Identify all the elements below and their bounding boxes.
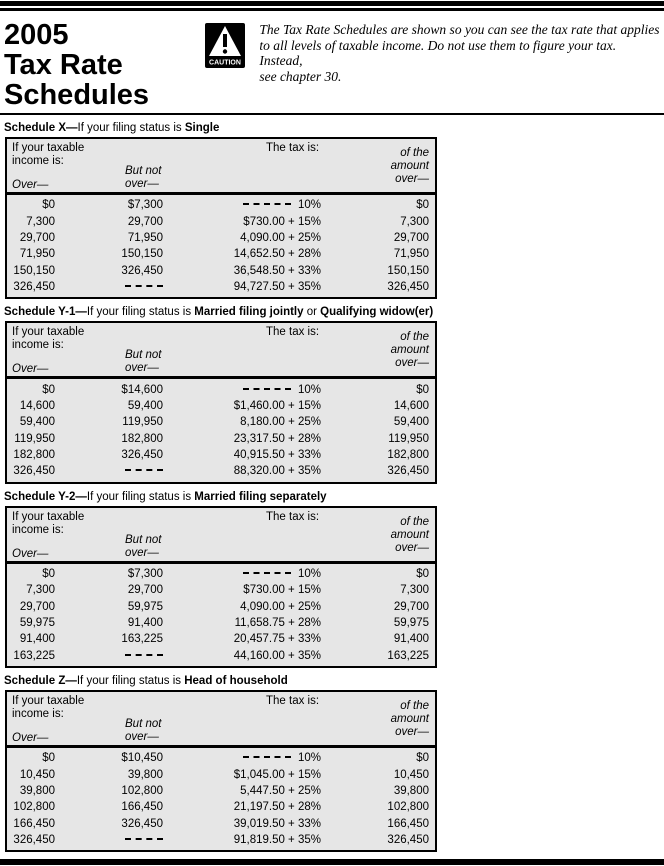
table-row	[7, 598, 435, 614]
dashes	[243, 572, 291, 574]
but-not-over-cell: 326,450	[121, 264, 163, 277]
table-body	[7, 564, 435, 666]
amount-over-cell: 29,700	[393, 600, 429, 613]
table-row	[7, 246, 435, 262]
schedule-title-part: Schedule Y-2—	[4, 490, 87, 503]
amount-over-cell: 102,800	[387, 801, 429, 814]
amount-over-cell: 166,450	[387, 817, 429, 830]
amount-over-cell: $0	[416, 752, 429, 765]
table-header	[7, 139, 435, 195]
but-not-over-cell: 71,950	[127, 231, 163, 244]
schedule-title-part: or	[303, 306, 321, 319]
tax-value: $1,045.00 + 15%	[233, 768, 321, 781]
but-not-over-cell	[55, 465, 163, 477]
tax-value: 94,727.50 + 35%	[233, 281, 321, 294]
tax-cell	[163, 633, 321, 645]
schedule-title-part: Single	[184, 122, 220, 134]
tax-rate-table	[5, 506, 437, 668]
income-column-header: If your taxable income is:	[12, 326, 85, 352]
page-header	[0, 11, 664, 113]
amount-over-cell: 326,450	[387, 465, 429, 478]
schedule-title-part: Head of household	[184, 675, 288, 688]
page-title-line-3: Schedules	[4, 79, 150, 111]
but-not-over-cell: 29,700	[127, 215, 163, 228]
header-divider-rule	[0, 113, 664, 115]
tax-cell	[163, 384, 321, 396]
but-not-over-column-header: But not over—	[125, 718, 162, 744]
over-column-header: Over—	[12, 547, 49, 560]
tax-value: 36,548.50 + 33%	[233, 264, 321, 277]
schedule-title	[4, 675, 664, 687]
tax-cell	[163, 568, 321, 580]
table-row	[7, 566, 435, 582]
tax-value: $730.00 + 15%	[243, 584, 321, 597]
but-not-over-column-header: But not over—	[125, 533, 162, 559]
over-cell: 102,800	[13, 801, 55, 814]
amount-over-cell: $0	[416, 199, 429, 212]
but-not-over-cell: 119,950	[122, 416, 163, 429]
tax-cell	[163, 248, 321, 260]
but-not-over-cell: 29,700	[127, 584, 163, 597]
tax-value: 4,090.00 + 25%	[240, 231, 321, 244]
page-title	[4, 20, 205, 110]
over-column-header: Over—	[12, 179, 49, 191]
amount-over-cell: 10,450	[393, 768, 429, 781]
but-not-over-cell	[55, 834, 163, 846]
tax-value: 40,915.50 + 33%	[233, 449, 321, 462]
tax-cell	[163, 601, 321, 613]
tax-value: $1,460.00 + 15%	[233, 399, 321, 412]
schedule-section	[0, 491, 664, 668]
but-not-over-cell: 326,450	[121, 449, 163, 462]
over-cell: 91,400	[19, 633, 55, 646]
schedule-section	[0, 675, 664, 852]
amount-over-cell: 29,700	[393, 231, 429, 244]
over-cell: $0	[42, 199, 55, 212]
but-not-over-cell: 59,400	[127, 399, 163, 412]
amount-over-cell: 150,150	[387, 264, 429, 277]
but-not-over-cell: 150,150	[121, 248, 163, 261]
over-cell: 326,450	[13, 281, 55, 294]
amount-over-cell: 326,450	[387, 281, 429, 294]
but-not-over-cell: $7,300	[127, 199, 163, 212]
but-not-over-cell: $7,300	[127, 567, 163, 580]
tax-cell	[163, 449, 321, 461]
tax-column-header: The tax is:	[266, 695, 320, 708]
over-cell: $0	[42, 567, 55, 580]
table-row	[7, 816, 435, 832]
tax-cell	[163, 416, 321, 428]
caution-icon	[205, 23, 245, 68]
tax-value: 44,160.00 + 35%	[233, 649, 321, 662]
tax-value: 10%	[297, 383, 321, 396]
over-cell: $0	[42, 752, 55, 765]
tax-value: 8,180.00 + 25%	[240, 416, 321, 429]
table-row	[7, 832, 435, 848]
but-not-over-cell: 163,225	[121, 633, 163, 646]
but-not-over-cell: 182,800	[121, 432, 163, 445]
table-row	[7, 230, 435, 246]
over-column-header: Over—	[12, 732, 49, 745]
but-not-over-cell	[55, 650, 163, 662]
tax-value: 5,447.50 + 25%	[240, 785, 321, 797]
amount-over-cell: 7,300	[400, 584, 429, 597]
tax-cell	[163, 216, 321, 228]
schedule-title-part: Married filing jointly	[194, 306, 304, 319]
tax-value: 10%	[297, 199, 321, 212]
amount-over-cell: $0	[416, 383, 429, 396]
over-cell: $0	[42, 383, 55, 396]
schedule-title-part: If your filing status is	[86, 306, 195, 319]
table-row	[7, 398, 435, 414]
income-column-header: If your taxable income is:	[12, 142, 85, 167]
caution-note-line-3: see chapter 30.	[259, 68, 342, 84]
table-row	[7, 582, 435, 598]
over-cell: 182,800	[13, 449, 55, 462]
tax-cell	[163, 199, 321, 211]
amount-over-cell: 91,400	[393, 633, 429, 646]
schedule-title-part: If your filing status is	[86, 490, 195, 503]
tax-column-header: The tax is:	[266, 326, 320, 339]
tax-cell	[163, 400, 321, 412]
over-cell: 7,300	[26, 215, 55, 228]
schedule-section	[0, 306, 664, 483]
table-row	[7, 431, 435, 447]
amount-over-cell: 14,600	[393, 399, 429, 412]
tax-cell	[163, 818, 321, 830]
but-not-over-cell: 166,450	[121, 801, 163, 814]
tax-cell	[163, 433, 321, 445]
tax-value: 10%	[297, 752, 321, 765]
tax-cell	[163, 281, 321, 293]
table-body	[7, 748, 435, 850]
but-not-over-cell: $14,600	[121, 383, 163, 396]
table-body	[7, 195, 435, 297]
over-cell: 29,700	[19, 231, 55, 244]
income-column-header: If your taxable income is:	[12, 695, 85, 721]
over-cell: 29,700	[19, 600, 55, 613]
tax-value: 20,457.75 + 33%	[233, 633, 321, 646]
dashes	[243, 388, 291, 390]
over-cell: 59,975	[19, 617, 55, 630]
tax-value: 91,819.50 + 35%	[233, 834, 321, 847]
schedule-title-part: Qualifying widow(er)	[320, 306, 434, 319]
caution-note-line-1: The Tax Rate Schedules are shown so you can see the tax rate that applies	[259, 22, 660, 37]
page-title-line-2: Tax Rate	[4, 49, 123, 81]
tax-cell	[163, 465, 321, 477]
amount-over-cell: 119,950	[388, 432, 429, 445]
tax-column-header: The tax is:	[266, 142, 320, 154]
but-not-over-column-header: But not over—	[125, 165, 162, 190]
dashes	[125, 469, 163, 471]
schedule-title-part: If your filing status is	[77, 122, 185, 134]
schedule-title	[4, 122, 664, 134]
tax-value: 11,658.75 + 28%	[234, 617, 321, 630]
amount-over-cell: 326,450	[387, 834, 429, 847]
amount-over-column-header: of the amount over—	[390, 700, 429, 739]
amount-over-column-header: of the amount over—	[390, 147, 429, 185]
caution-note	[259, 22, 660, 84]
over-cell: 119,950	[14, 432, 55, 445]
table-header	[7, 323, 435, 379]
over-cell: 166,450	[13, 817, 55, 830]
but-not-over-cell: 91,400	[127, 617, 163, 630]
table-row	[7, 799, 435, 815]
amount-over-cell: 182,800	[387, 449, 429, 462]
tax-cell	[163, 617, 321, 629]
tax-value: 21,197.50 + 28%	[233, 801, 321, 814]
tax-column-header: The tax is:	[266, 510, 320, 523]
amount-over-cell: 71,950	[393, 248, 429, 261]
dashes	[125, 654, 163, 656]
over-cell: 7,300	[26, 584, 55, 597]
tax-cell	[163, 650, 321, 662]
tax-value: $730.00 + 15%	[243, 215, 321, 228]
but-not-over-cell: 39,800	[127, 768, 163, 781]
but-not-over-cell: 59,975	[127, 600, 163, 613]
over-cell: 14,600	[19, 399, 55, 412]
caution-icon-label: CAUTION	[209, 59, 242, 67]
tax-cell	[163, 752, 321, 764]
amount-over-cell: 59,975	[393, 617, 429, 630]
tax-value: 10%	[297, 567, 321, 580]
schedule-section	[0, 122, 664, 299]
but-not-over-cell	[55, 281, 163, 293]
amount-over-cell: 39,800	[393, 785, 429, 797]
page-title-line-1: 2005	[4, 19, 69, 51]
table-row	[7, 447, 435, 463]
amount-over-cell: 163,225	[387, 649, 429, 662]
schedule-title-part: Schedule Y-1—	[4, 306, 87, 319]
tax-value: 14,652.50 + 28%	[233, 248, 321, 261]
table-row	[7, 263, 435, 279]
table-row	[7, 213, 435, 229]
tax-cell	[163, 769, 321, 781]
table-row	[7, 615, 435, 631]
table-body	[7, 379, 435, 481]
dashes	[243, 203, 291, 205]
over-cell: 163,225	[13, 649, 55, 662]
amount-over-cell: 7,300	[400, 215, 429, 228]
tax-cell	[163, 785, 321, 797]
tax-cell	[163, 834, 321, 846]
table-header	[7, 692, 435, 748]
tax-rate-table	[5, 137, 437, 299]
schedule-title	[4, 306, 664, 318]
schedules-container	[0, 122, 664, 852]
tax-rate-table	[5, 690, 437, 852]
over-cell: 326,450	[13, 834, 55, 847]
tax-cell	[163, 801, 321, 813]
table-row	[7, 631, 435, 647]
tax-cell	[163, 584, 321, 596]
table-row	[7, 648, 435, 664]
schedule-title	[4, 491, 664, 503]
over-cell: 150,150	[13, 264, 55, 277]
schedule-title-part: If your filing status is	[76, 675, 185, 688]
but-not-over-cell: 326,450	[121, 817, 163, 830]
dashes	[125, 838, 163, 840]
schedule-title-part: Married filing separately	[194, 490, 327, 503]
table-header	[7, 508, 435, 564]
table-row	[7, 766, 435, 782]
amount-over-column-header: of the amount over—	[390, 515, 429, 554]
table-row	[7, 463, 435, 479]
over-cell: 71,950	[19, 248, 55, 261]
table-row	[7, 381, 435, 397]
schedule-title-part: Schedule Z—	[4, 675, 77, 688]
tax-rate-table	[5, 321, 437, 483]
over-cell: 10,450	[19, 768, 55, 781]
caution-note-line-2: to all levels of taxable income. Do not use them to figure your tax. Instead,	[259, 37, 617, 68]
tax-cell	[163, 232, 321, 244]
income-column-header: If your taxable income is:	[12, 510, 85, 536]
dashes	[125, 285, 163, 287]
but-not-over-cell: $10,450	[121, 752, 163, 765]
but-not-over-cell: 102,800	[121, 785, 163, 797]
amount-over-column-header: of the amount over—	[390, 331, 429, 370]
tax-value: 39,019.50 + 33%	[233, 817, 321, 830]
over-cell: 39,800	[19, 785, 55, 797]
table-row	[7, 197, 435, 213]
tax-value: 88,320.00 + 35%	[233, 465, 321, 478]
over-cell: 326,450	[13, 465, 55, 478]
tax-cell	[163, 265, 321, 277]
but-not-over-column-header: But not over—	[125, 349, 162, 375]
over-column-header: Over—	[12, 363, 49, 376]
table-row	[7, 279, 435, 295]
tax-value: 4,090.00 + 25%	[240, 600, 321, 613]
amount-over-cell: 59,400	[393, 416, 429, 429]
amount-over-cell: $0	[416, 567, 429, 580]
table-row	[7, 750, 435, 766]
tax-value: 23,317.50 + 28%	[233, 432, 321, 445]
dashes	[243, 756, 291, 758]
over-cell: 59,400	[19, 416, 55, 429]
bottom-rule	[0, 859, 664, 865]
table-row	[7, 783, 435, 799]
table-row	[7, 414, 435, 430]
schedule-title-part: Schedule X—	[4, 122, 78, 134]
